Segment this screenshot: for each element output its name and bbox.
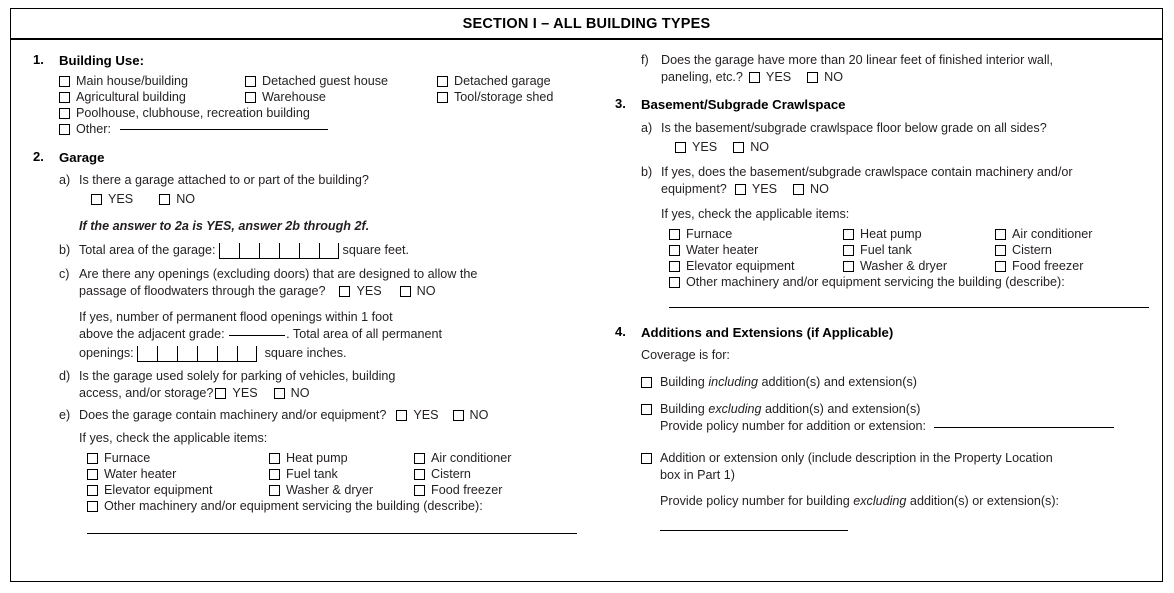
item-4-number: 4. [615, 324, 626, 339]
checkbox-icon[interactable] [669, 245, 680, 256]
item-2-title: Garage [59, 150, 105, 165]
item-3a-no[interactable] [733, 139, 769, 156]
checkbox-icon[interactable] [274, 388, 285, 399]
checkbox-tool-storage-shed[interactable] [437, 89, 553, 106]
checkbox-garage-fuel-tank[interactable] [269, 466, 414, 483]
building-excluding-policy-number-input[interactable] [660, 530, 848, 531]
checkbox-icon[interactable] [641, 404, 652, 415]
item-2d-letter: d) [59, 369, 71, 383]
item-3b-prompt: If yes, check the applicable items: [661, 207, 850, 221]
item-3-number: 3. [615, 96, 626, 111]
item-3-title: Basement/Subgrade Crawlspace [641, 97, 846, 112]
item-2c-sub-line3 [79, 345, 589, 362]
checkbox-icon[interactable] [59, 76, 70, 87]
item-2f [615, 52, 1148, 86]
item-2c-sub-line1: If yes, number of permanent flood openings within 1 foot [79, 310, 393, 324]
option-label: Elevator equipment [686, 258, 795, 273]
opt2-policy-label: Provide policy number for addition or extension: [660, 419, 927, 433]
option-label: Cistern [1012, 242, 1052, 257]
checkbox-icon[interactable] [735, 184, 746, 195]
item-1-title: Building Use: [59, 53, 144, 68]
item-2b-letter: b) [59, 243, 71, 257]
option-label: Air conditioner [1012, 226, 1093, 241]
checkbox-icon[interactable] [641, 453, 652, 464]
item-3b-question-line2 [661, 181, 1149, 198]
item-3a-letter: a) [641, 121, 653, 135]
checkbox-addition-only[interactable] [641, 450, 1148, 531]
checkbox-garage-washer-dryer[interactable] [269, 482, 414, 499]
item-2-instruction-note: If the answer to 2a is YES, answer 2b through 2f. [79, 219, 370, 233]
no-label: NO [176, 192, 196, 206]
item-2c-sub-line2-tail: . Total area of all permanent [286, 327, 443, 341]
checkbox-basement-cistern[interactable] [995, 242, 1052, 259]
checkbox-icon[interactable] [669, 229, 680, 240]
item-2e-equipment-list [79, 450, 589, 514]
item-2-number: 2. [33, 149, 44, 164]
checkbox-basement-food-freezer[interactable] [995, 258, 1083, 275]
item-2c-grade-label: above the adjacent grade: [79, 327, 225, 341]
option-label: Water heater [104, 466, 177, 481]
garage-other-machinery-describe-input[interactable] [87, 533, 577, 534]
item-2e-yes[interactable] [396, 407, 438, 424]
checkbox-icon[interactable] [59, 92, 70, 103]
option-label: Other machinery and/or equipment servicing the building (describe): [686, 274, 1065, 289]
item-3a-yes-no [661, 139, 1149, 156]
option-label: Air conditioner [431, 450, 512, 465]
item-2b [59, 242, 589, 259]
checkbox-icon[interactable] [396, 410, 407, 421]
checkbox-icon[interactable] [995, 261, 1006, 272]
checkbox-icon[interactable] [437, 76, 448, 87]
yes-label: YES [765, 70, 792, 84]
opt1-emphasis: including [708, 375, 759, 389]
opt3-policy-label-a: Provide policy number for building [660, 494, 854, 508]
addition-policy-number-input[interactable] [934, 427, 1114, 428]
checkbox-detached-garage[interactable] [437, 73, 551, 90]
no-label: NO [416, 284, 436, 298]
checkbox-icon[interactable] [675, 142, 686, 153]
checkbox-warehouse[interactable] [245, 89, 437, 106]
item-2a-yes-no [79, 191, 195, 208]
checkbox-icon[interactable] [159, 194, 170, 205]
item-2b-label: Total area of the garage: [79, 243, 216, 257]
openings-units: square inches. [264, 346, 347, 360]
item-2d-question-text: access, and/or storage? [79, 386, 214, 400]
yes-label: YES [232, 386, 258, 400]
item-3b-letter: b) [641, 165, 653, 179]
item-1-number: 1. [33, 52, 44, 67]
checkbox-garage-furnace[interactable] [87, 450, 269, 467]
item-3b-no[interactable] [793, 181, 829, 198]
item-2a [59, 172, 589, 210]
checkbox-icon[interactable] [339, 286, 350, 297]
item-2f-no[interactable] [807, 69, 843, 86]
opt3-policy-emphasis: excluding [853, 494, 907, 508]
checkbox-icon[interactable] [87, 485, 98, 496]
item-2c-question-line2 [79, 283, 589, 300]
checkbox-basement-heat-pump[interactable] [843, 226, 995, 243]
checkbox-icon[interactable] [400, 286, 411, 297]
opt2-text-a: Building [660, 402, 709, 416]
item-2c-sub-line2 [79, 326, 589, 343]
item-2e [59, 407, 589, 534]
checkbox-icon[interactable] [87, 469, 98, 480]
checkbox-garage-cistern[interactable] [414, 466, 471, 483]
flood-openings-count-input[interactable] [229, 335, 285, 336]
yes-label: YES [413, 408, 439, 422]
no-label: NO [469, 408, 489, 422]
checkbox-garage-water-heater[interactable] [87, 466, 269, 483]
checkbox-icon[interactable] [414, 469, 425, 480]
option-label: Tool/storage shed [454, 89, 554, 104]
item-2a-question: Is there a garage attached to or part of the building? [79, 173, 369, 187]
checkbox-basement-washer-dryer[interactable] [843, 258, 995, 275]
checkbox-icon[interactable] [59, 124, 70, 135]
item-3b-question-line1: If yes, does the basement/subgrade crawlspace contain machinery and/or [661, 165, 1073, 179]
checkbox-icon[interactable] [453, 410, 464, 421]
checkbox-icon[interactable] [995, 245, 1006, 256]
item-2e-question-text: Does the garage contain machinery and/or equipment? [79, 408, 387, 422]
option-label: Fuel tank [286, 466, 338, 481]
yes-label: YES [751, 182, 778, 196]
item-2d-yes[interactable] [215, 385, 257, 402]
checkbox-basement-other-machinery[interactable] [669, 274, 1065, 291]
coverage-label: Coverage is for: [641, 348, 730, 362]
checkbox-icon[interactable] [245, 92, 256, 103]
checkbox-icon[interactable] [669, 277, 680, 288]
checkbox-icon[interactable] [749, 72, 760, 83]
yes-label: YES [356, 284, 382, 298]
checkbox-icon[interactable] [414, 485, 425, 496]
item-2a-yes[interactable] [91, 191, 133, 208]
option-label: Detached guest house [262, 73, 389, 88]
item-2c-no[interactable] [400, 283, 436, 300]
garage-area-input[interactable] [219, 243, 339, 259]
option-label: Agricultural building [76, 89, 186, 104]
item-3b [641, 164, 1149, 308]
checkbox-icon[interactable] [843, 245, 854, 256]
opt2-emphasis: excluding [708, 402, 762, 416]
item-2c-yes[interactable] [339, 283, 381, 300]
checkbox-other-building-use[interactable] [59, 121, 328, 138]
item-3a-yes[interactable] [675, 139, 717, 156]
item-2d [59, 368, 589, 402]
item-2b-units: square feet. [342, 243, 410, 257]
item-2c-question-line1: Are there any openings (excluding doors) that are designed to allow the [79, 267, 478, 281]
checkbox-icon[interactable] [269, 485, 280, 496]
checkbox-basement-air-conditioner[interactable] [995, 226, 1093, 243]
opt3-policy-label-b: addition(s) or extension(s): [906, 494, 1060, 508]
checkbox-icon[interactable] [793, 184, 804, 195]
item-2d-question-line2 [79, 385, 589, 402]
option-label: Heat pump [860, 226, 922, 241]
option-label: Main house/building [76, 73, 189, 88]
item-2f-yes[interactable] [749, 69, 791, 86]
building-use-options [59, 73, 589, 137]
openings-label: openings: [79, 346, 134, 360]
item-2e-no[interactable] [453, 407, 489, 424]
checkbox-agricultural-building[interactable] [59, 89, 245, 106]
left-column [11, 52, 595, 581]
checkbox-icon[interactable] [59, 108, 70, 119]
checkbox-building-excluding[interactable] [641, 401, 1148, 435]
option-label [660, 374, 917, 391]
checkbox-icon[interactable] [269, 453, 280, 464]
option-label: Washer & dryer [860, 258, 948, 273]
item-2c-letter: c) [59, 267, 70, 281]
option-label: Other machinery and/or equipment servicing the building (describe): [104, 498, 483, 513]
right-column [595, 52, 1162, 581]
item-2c-question-text: passage of floodwaters through the garage? [79, 284, 326, 298]
no-label: NO [750, 140, 770, 154]
opt1-text-b: addition(s) and extension(s) [758, 375, 917, 389]
checkbox-garage-elevator-equipment[interactable] [87, 482, 269, 499]
opt3-line1: Addition or extension only (include description in the Property Location [660, 451, 1053, 465]
checkbox-icon[interactable] [843, 229, 854, 240]
item-2a-no[interactable] [159, 191, 195, 208]
option-label: Other: [76, 121, 111, 136]
basement-other-machinery-describe-input[interactable] [669, 307, 1149, 308]
checkbox-main-house[interactable] [59, 73, 245, 90]
item-3b-yes[interactable] [735, 181, 777, 198]
opt1-text-a: Building [660, 375, 709, 389]
checkbox-icon[interactable] [414, 453, 425, 464]
option-label: Water heater [686, 242, 759, 257]
item-1-building-use [33, 52, 589, 137]
checkbox-garage-other-machinery[interactable] [87, 498, 483, 515]
item-2c [59, 266, 589, 362]
item-2d-question-line1: Is the garage used solely for parking of vehicles, building [79, 369, 396, 383]
checkbox-basement-furnace[interactable] [669, 226, 843, 243]
checkbox-garage-air-conditioner[interactable] [414, 450, 512, 467]
item-2f-question-line2 [661, 69, 1148, 86]
checkbox-icon[interactable] [843, 261, 854, 272]
option-label: Fuel tank [860, 242, 912, 257]
option-label: Food freezer [431, 482, 503, 497]
item-3b-question-text: equipment? [661, 182, 727, 196]
checkbox-icon[interactable] [91, 194, 102, 205]
form-body [11, 40, 1162, 581]
yes-label: YES [108, 192, 134, 206]
opt2-text-b: addition(s) and extension(s) [761, 402, 921, 416]
item-2a-letter: a) [59, 173, 71, 187]
item-3a-question: Is the basement/subgrade crawlspace floor below grade on all sides? [661, 121, 1047, 135]
checkbox-garage-food-freezer[interactable] [414, 482, 502, 499]
item-2-garage [33, 149, 589, 534]
yes-label: YES [692, 140, 718, 154]
no-label: NO [824, 70, 844, 84]
checkbox-basement-water-heater[interactable] [669, 242, 843, 259]
checkbox-garage-heat-pump[interactable] [269, 450, 414, 467]
item-2e-question [79, 407, 589, 424]
item-4-additions [615, 324, 1148, 531]
checkbox-icon[interactable] [733, 142, 744, 153]
checkbox-icon[interactable] [245, 76, 256, 87]
no-label: NO [810, 182, 829, 196]
option-label: Furnace [104, 450, 151, 465]
form-frame [10, 8, 1163, 582]
checkbox-basement-fuel-tank[interactable] [843, 242, 995, 259]
option-label: Poolhouse, clubhouse, recreation building [76, 105, 310, 120]
item-4-title: Additions and Extensions (if Applicable) [641, 325, 894, 340]
item-2f-question-text: paneling, etc.? [661, 70, 743, 84]
opt3-line2: box in Part 1) [660, 468, 735, 482]
checkbox-icon[interactable] [87, 453, 98, 464]
option-label: Food freezer [1012, 258, 1084, 273]
checkbox-icon[interactable] [641, 377, 652, 388]
checkbox-basement-elevator-equipment[interactable] [669, 258, 843, 275]
option-label: Washer & dryer [286, 482, 374, 497]
checkbox-icon[interactable] [437, 92, 448, 103]
option-label: Elevator equipment [104, 482, 213, 497]
checkbox-icon[interactable] [669, 261, 680, 272]
option-label [660, 401, 1114, 418]
checkbox-icon[interactable] [807, 72, 818, 83]
option-label: Detached garage [454, 73, 551, 88]
checkbox-poolhouse[interactable] [59, 105, 310, 122]
checkbox-building-including[interactable] [641, 374, 1148, 391]
item-2e-letter: e) [59, 408, 71, 422]
item-2d-no[interactable] [274, 385, 310, 402]
no-label: NO [290, 386, 310, 400]
option-label: Warehouse [262, 89, 326, 104]
option-label: Cistern [431, 466, 471, 481]
section-header [11, 9, 1162, 40]
item-2f-letter: f) [641, 53, 649, 67]
checkbox-detached-guest-house[interactable] [245, 73, 437, 90]
item-2e-prompt: If yes, check the applicable items: [79, 431, 268, 445]
other-building-use-input[interactable] [120, 129, 328, 130]
checkbox-icon[interactable] [269, 469, 280, 480]
option-label: Heat pump [286, 450, 348, 465]
item-3a [641, 120, 1149, 156]
checkbox-icon[interactable] [215, 388, 226, 399]
item-3-basement [615, 96, 1148, 308]
item-3b-equipment-list [661, 226, 1149, 290]
checkbox-icon[interactable] [995, 229, 1006, 240]
openings-area-input[interactable] [137, 346, 257, 362]
checkbox-icon[interactable] [87, 501, 98, 512]
option-label: Furnace [686, 226, 733, 241]
section-title: SECTION I – ALL BUILDING TYPES [462, 15, 711, 32]
item-2f-question-line1: Does the garage have more than 20 linear feet of finished interior wall, [661, 53, 1054, 67]
